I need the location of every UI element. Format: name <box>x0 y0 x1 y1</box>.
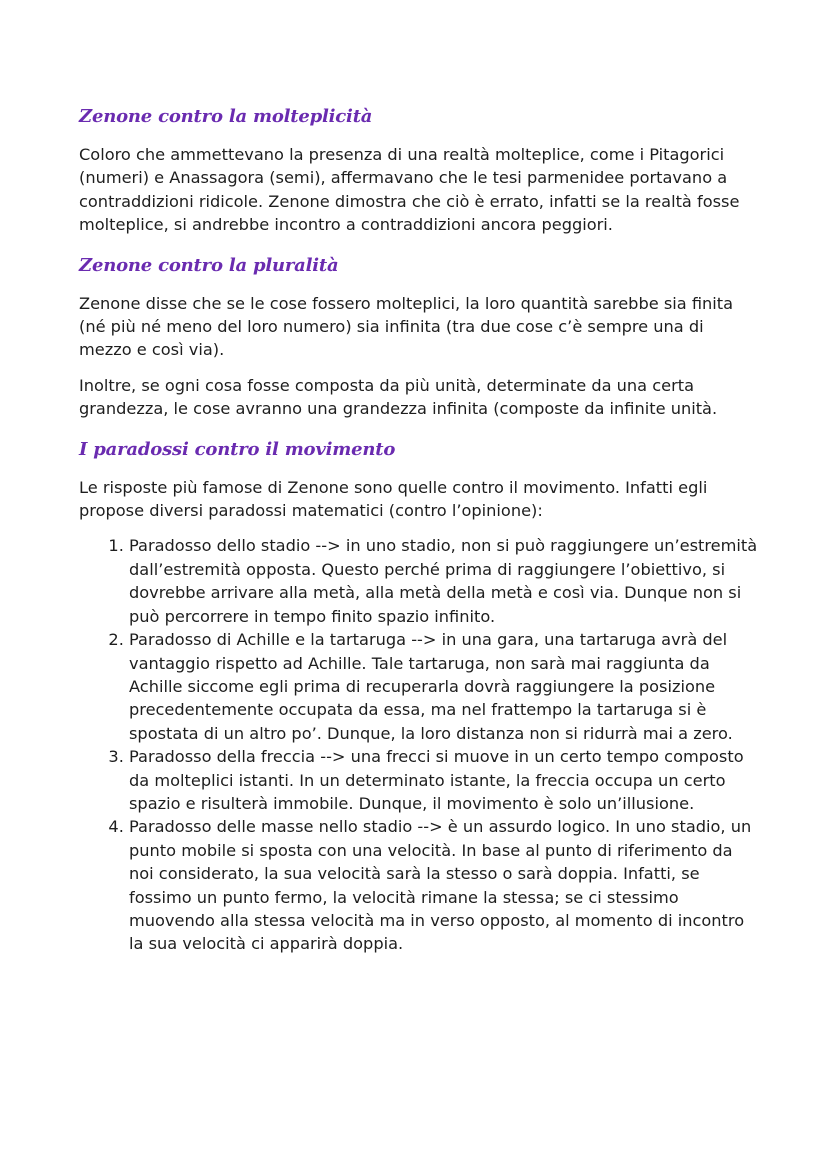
section-pluralita <box>79 253 759 421</box>
section-molteplicita <box>79 104 759 237</box>
paragraph: Inoltre, se ogni cosa fosse composta da più unità, determinate da una certa grandezza, le cose avranno una grandezza infinita (composte da infinite unità. <box>79 375 718 419</box>
list-item-masse: 4. Paradosso delle masse nello stadio --> è un assurdo logico. In uno stadio, un punto mobile si sposta con una velocità. In base al punto di riferimento da noi considerato, la sua velocità sarà la stesso o sarà doppia. Infatti, se fossimo un punto fermo, la velocità rimane la stessa; se ci stessimo muovendo alla stessa velocità ma in verso opposto, al momento di incontro la sua velocità ci apparirà doppia. <box>129 815 759 955</box>
list-item-achille: 2. Paradosso di Achille e la tartaruga --> in una gara, una tartaruga avrà del vantaggio rispetto ad Achille. Tale tartaruga, non sarà mai raggiunta da Achille siccome egli prima di recuperarla dovrà raggiungere la posizione precedentemente occupata da essa, ma nel frattempo la tartaruga si è spostata di un altro po’. Dunque, la loro distanza non si ridurrà mai a zero. <box>129 628 759 745</box>
paragraph: Zenone disse che se le cose fossero molteplici, la loro quantità sarebbe sia finita (né più né meno del loro numero) sia infinita (tra due cose c’è sempre una di mezzo e così via). <box>79 293 734 360</box>
document-page <box>79 104 759 956</box>
section-title: Zenone contro la molteplicità <box>79 106 373 127</box>
paradox-list <box>79 534 759 955</box>
list-item-stadio: 1. Paradosso dello stadio --> in uno stadio, non si può raggiungere un’estremità dall’estremità opposta. Questo perché prima di raggiungere l’obiettivo, si dovrebbe arrivare alla metà, alla metà della metà e così via. Dunque non si può percorrere in tempo finito spazio infinito. <box>129 534 759 628</box>
section-title: Zenone contro la pluralità <box>79 254 339 276</box>
section-paradossi-movimento <box>79 437 759 956</box>
section-title: I paradossi contro il movimento <box>79 438 396 460</box>
paragraph: Le risposte più famose di Zenone sono quelle contro il movimento. Infatti egli propose diversi paradossi matematici (contro l’opinione): <box>79 477 708 521</box>
list-item-freccia: 3. Paradosso della freccia --> una frecci si muove in un certo tempo composto da molteplici istanti. In un determinato istante, la freccia occupa un certo spazio e risulterà immobile. Dunque, il movimento è solo un’illusione. <box>129 745 759 815</box>
paragraph: Coloro che ammettevano la presenza di una realtà molteplice, come i Pitagorici (numeri) e Anassagora (semi), affermavano che le tesi parmenidee portavano a contraddizioni ridicole. Zenone dimostra che ciò è errato, infatti se la realtà fosse molteplice, si andrebbe incontro a contraddizioni ancora peggiori. <box>79 145 740 235</box>
